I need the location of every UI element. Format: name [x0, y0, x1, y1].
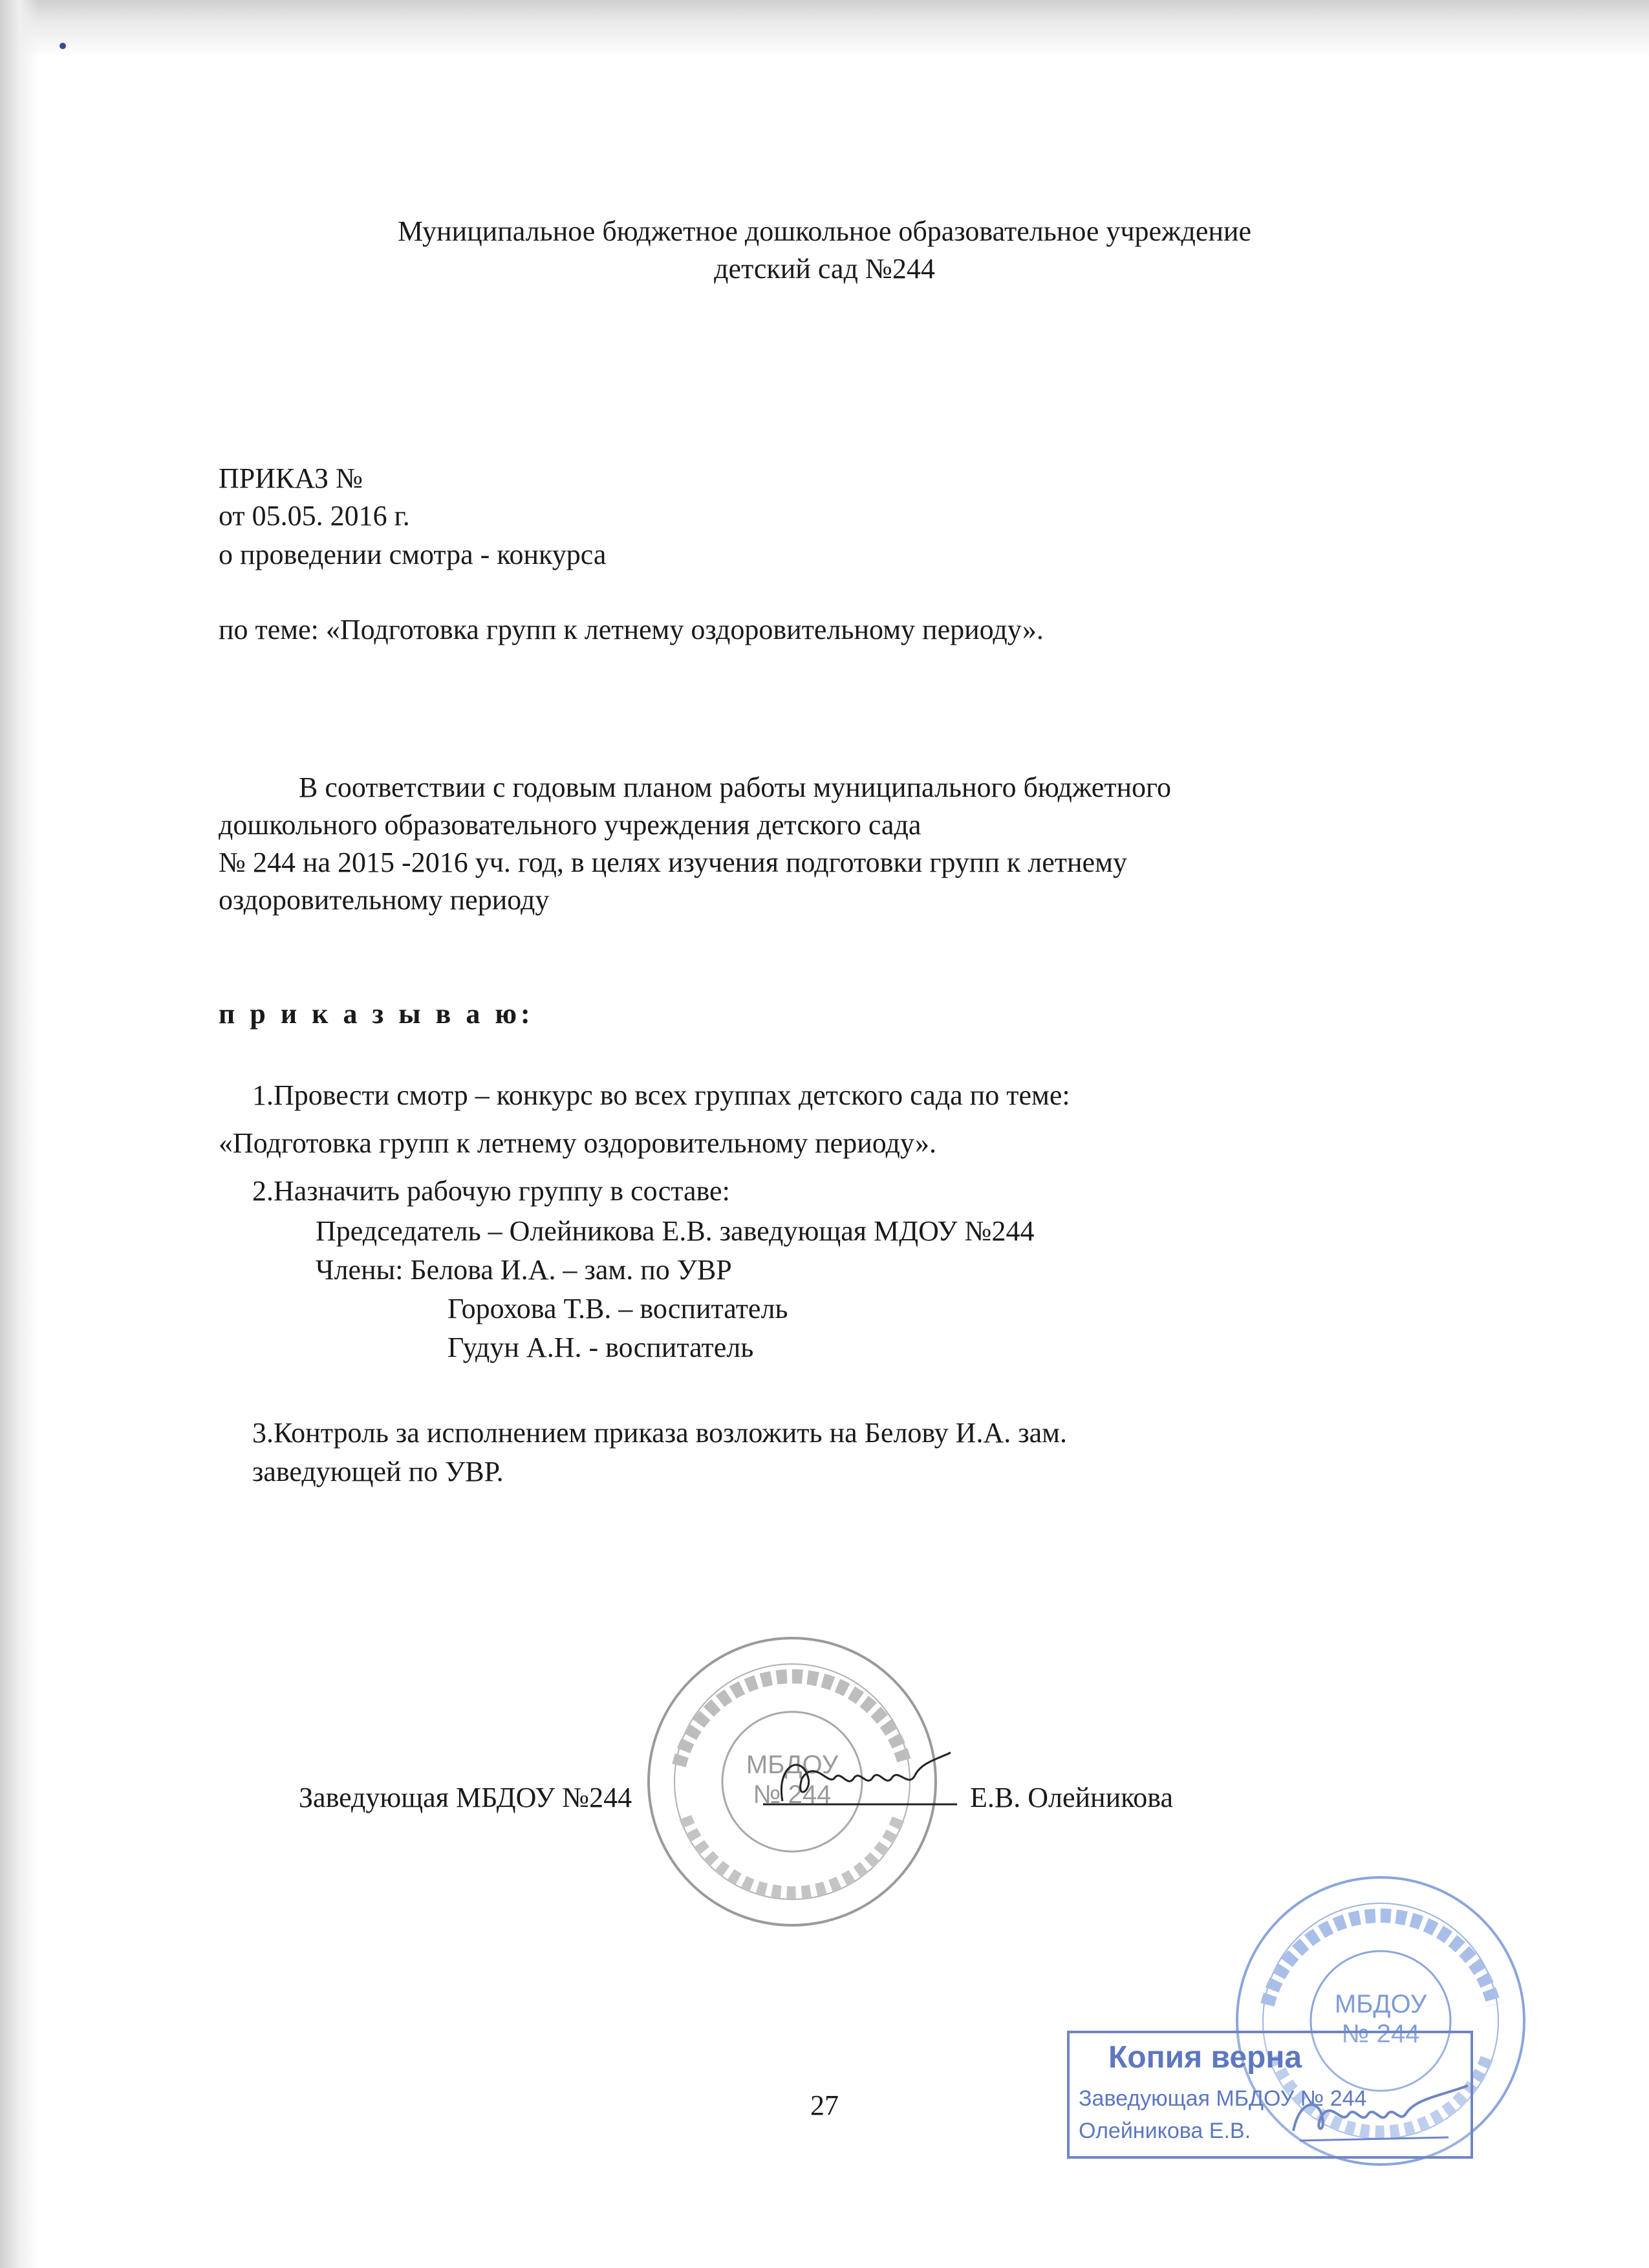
scan-shadow-left: [0, 0, 39, 2268]
scan-shadow-top: [0, 0, 1649, 58]
item-2: 2.Назначить рабочую группу в составе:: [252, 1175, 730, 1207]
preamble-line-1: В соответствии с годовым планом работы муниципального бюджетного: [299, 772, 1171, 803]
item-3-line-1: 3.Контроль за исполнением приказа возложить на Белову И.А. зам.: [252, 1417, 1067, 1449]
group-member-3: Гудун А.Н. - воспитатель: [447, 1332, 754, 1363]
copy-stamp-name: Олейникова Е.В.: [1079, 2119, 1251, 2143]
item-3-line-2: заведующей по УВР.: [252, 1456, 504, 1487]
preamble-line-3: № 244 на 2015 -2016 уч. год, в целях изучения подготовки групп к летнему: [219, 847, 1127, 878]
group-member-2: Горохова Т.В. – воспитатель: [447, 1293, 788, 1324]
signature-mark: [757, 1740, 970, 1824]
order-subject: о проведении смотра - конкурса: [219, 539, 607, 570]
command-word: п р и к а з ы в а ю:: [219, 998, 534, 1030]
institution-subtitle: детский сад №244: [714, 253, 935, 285]
signatory-name: Е.В. Олейникова: [970, 1782, 1173, 1813]
svg-text:МБДОУ: МБДОУ: [1334, 1990, 1427, 2018]
page-number: 27: [810, 2090, 839, 2121]
svg-text:№ 244: № 244: [1341, 2020, 1420, 2048]
svg-text:МБДОУ: МБДОУ: [746, 1751, 839, 1779]
preamble-line-4: оздоровительному периоду: [219, 884, 550, 916]
copy-stamp-title: Копия верна: [1108, 2040, 1302, 2075]
scan-dot: [59, 43, 66, 49]
copy-stamp-position: Заведующая МБДОУ № 244: [1079, 2086, 1367, 2111]
institution-name: Муниципальное бюджетное дошкольное образовательное учреждение: [398, 215, 1251, 247]
item-1-line-1: 1.Провести смотр – конкурс во всех группах детского сада по теме:: [252, 1079, 1070, 1111]
order-title: ПРИКАЗ №: [219, 462, 363, 494]
preamble-line-2: дошкольного образовательного учреждения детского сада: [219, 809, 921, 841]
order-topic: по теме: «Подготовка групп к летнему оздоровительному периоду».: [219, 614, 1044, 645]
group-chair: Председатель – Олейникова Е.В. заведующая МДОУ №244: [316, 1215, 1035, 1247]
order-date: от 05.05. 2016 г.: [219, 500, 410, 532]
item-1-line-2: «Подготовка групп к летнему оздоровительному периоду».: [219, 1127, 936, 1159]
svg-text:№ 244: № 244: [753, 1780, 832, 1809]
signatory-position: Заведующая МБДОУ №244: [299, 1782, 632, 1813]
group-member-1: Члены: Белова И.А. – зам. по УВР: [316, 1254, 732, 1286]
